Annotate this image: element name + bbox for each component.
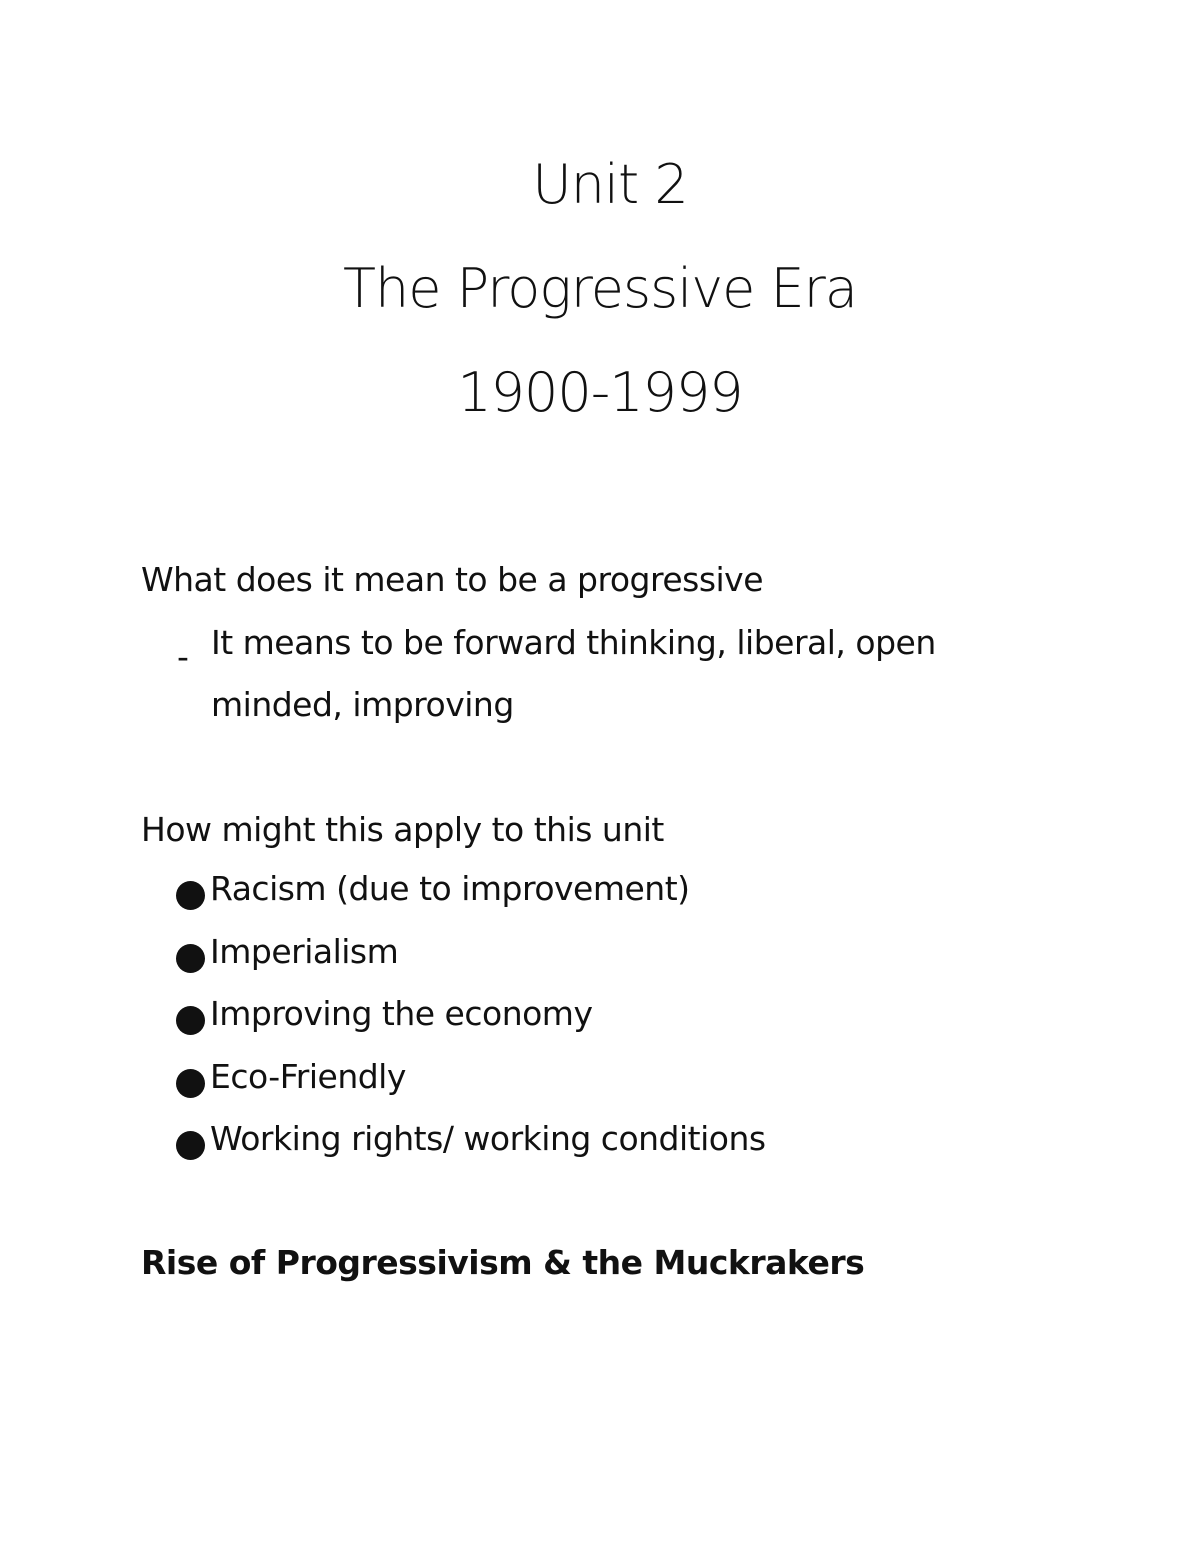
dash-marker: - [177, 637, 189, 676]
bullet-dot-icon [176, 1069, 205, 1098]
bullet-dot-icon [176, 1006, 205, 1035]
list-item-text: Working rights/ working conditions [210, 1119, 766, 1158]
unit-title: Unit 2 [532, 153, 688, 216]
era-title: The Progressive Era [343, 257, 857, 320]
section-heading: Rise of Progressivism & the Muckrakers [141, 1243, 865, 1282]
list-item-text: Imperialism [210, 931, 399, 971]
list-item-text: Eco-Friendly [210, 1056, 406, 1096]
answer-text: It means to be forward thinking, liberal, open minded, improving [211, 623, 936, 724]
bullet-dot-icon [176, 881, 205, 910]
date-range: 1900-1999 [457, 361, 743, 424]
question-progressive: What does it mean to be a progressive [141, 560, 764, 599]
question-apply: How might this apply to this unit [141, 810, 664, 849]
bullet-dot-icon [176, 1131, 205, 1160]
list-item-text: Racism (due to improvement) [210, 869, 690, 908]
list-item-text: Improving the economy [210, 994, 593, 1033]
bullet-dot-icon [176, 944, 205, 973]
